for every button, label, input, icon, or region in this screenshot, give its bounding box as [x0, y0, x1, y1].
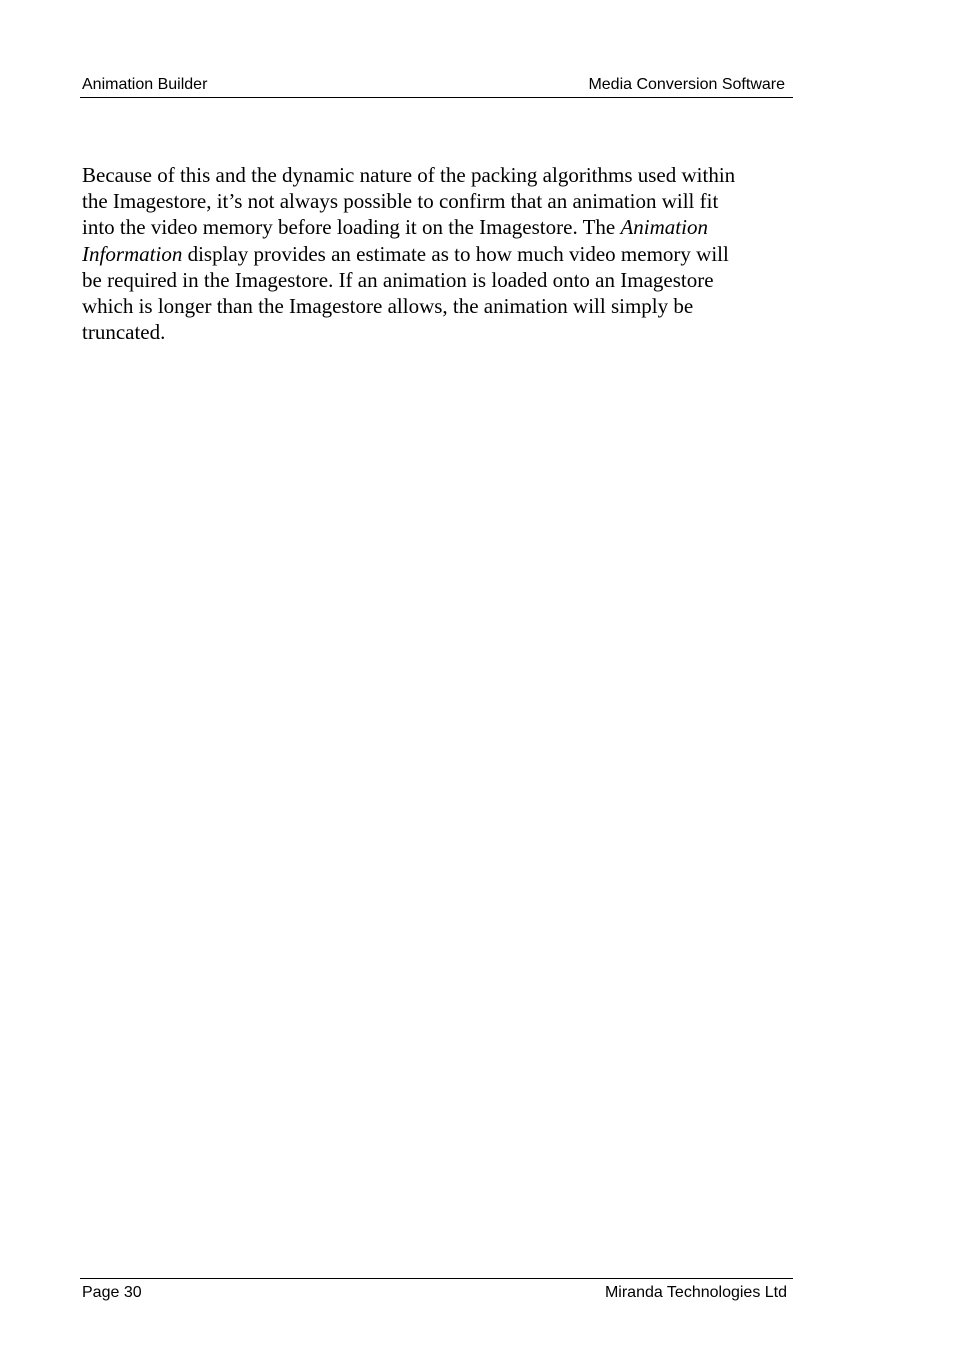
paragraph-line: Because of this and the dynamic nature of the packing algorithms used within [82, 163, 736, 187]
paragraph-line: which is longer than the Imagestore allows, the animation will simply be [82, 294, 694, 319]
paragraph-line: truncated. [82, 320, 166, 345]
paragraph-line: be required in the Imagestore. If an animation is loaded onto an Imagestore [82, 267, 714, 292]
page-number: Page 30 [82, 1284, 142, 1301]
paragraph-line-text: display provides an estimate as to how much video memory will [182, 241, 729, 266]
header-section-title: Media Conversion Software [588, 76, 785, 93]
running-header [80, 75, 793, 98]
paragraph-line [82, 214, 798, 240]
paragraph-line [82, 241, 798, 267]
body-paragraph [82, 162, 798, 345]
paragraph-line: the Imagestore, it’s not always possible to confirm that an animation will fit [82, 189, 719, 214]
running-footer [80, 1278, 793, 1305]
company-name: Miranda Technologies Ltd [604, 1284, 787, 1301]
emphasis-information: Information [82, 241, 183, 266]
header-document-title: Animation Builder [82, 76, 208, 93]
emphasis-animation: Animation [620, 215, 708, 240]
paragraph-line-text: into the video memory before loading it on the Imagestore. The [82, 215, 621, 240]
